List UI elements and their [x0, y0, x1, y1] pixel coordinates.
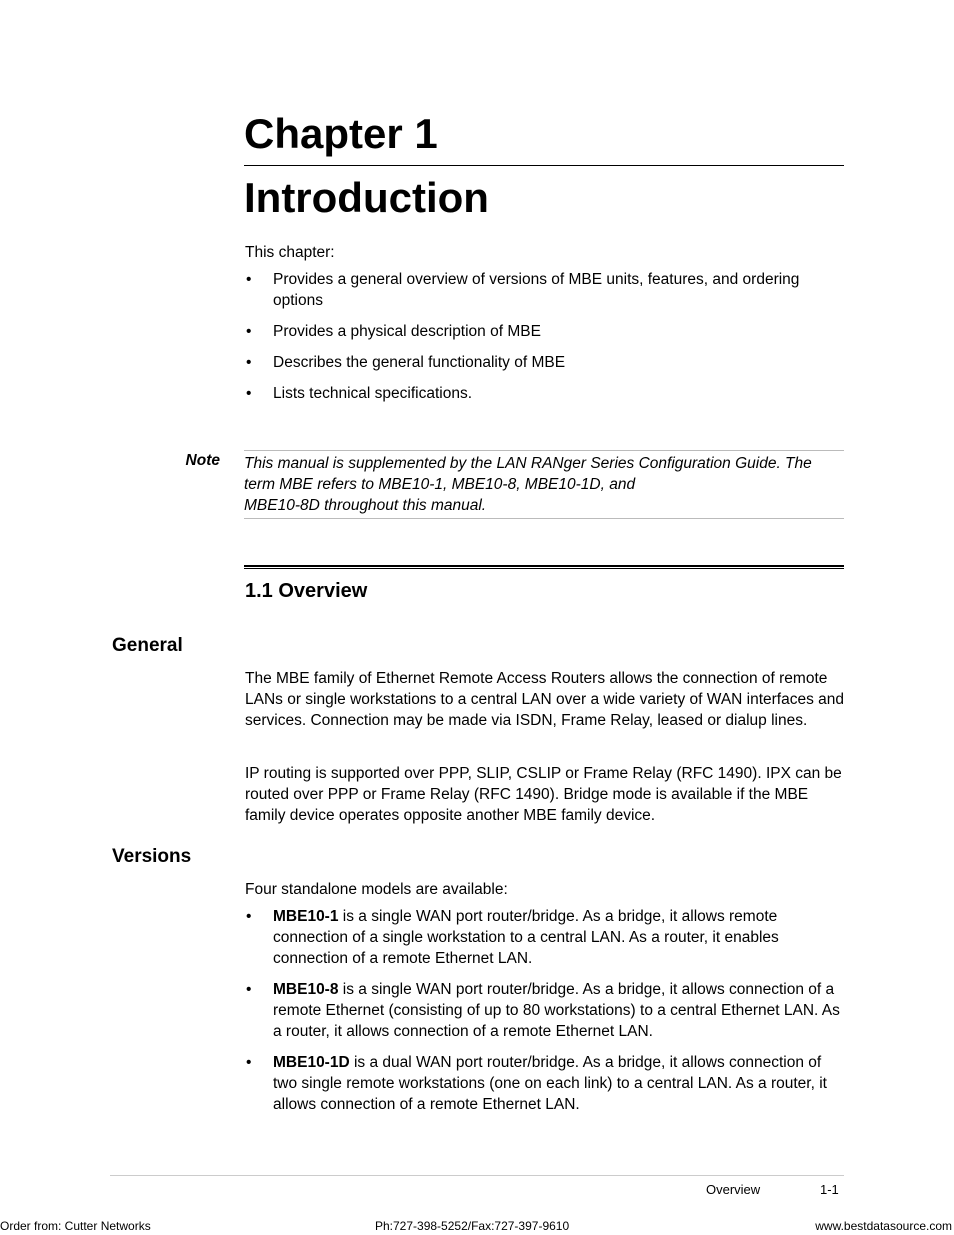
list-item: [244, 979, 844, 1042]
bullet-icon: •: [246, 271, 252, 288]
chapter-number: Chapter 1: [244, 110, 438, 157]
intro-bullet-list: [244, 269, 844, 414]
order-from-text: Order from: Cutter Networks: [0, 1219, 151, 1233]
section-title: 1.1 Overview: [245, 580, 368, 602]
footer-section: Overview: [706, 1182, 761, 1197]
versions-lead: Four standalone models are available:: [245, 881, 508, 898]
list-item-text: Provides a physical description of MBE: [273, 323, 541, 340]
versions-heading: Versions: [112, 846, 192, 867]
list-item: [244, 383, 844, 404]
note-text: [244, 453, 844, 516]
model-name: MBE10-8: [273, 981, 339, 998]
bullet-icon: •: [246, 908, 252, 925]
list-item-text: Lists technical specifications.: [273, 385, 473, 402]
note-top-rule: [244, 450, 844, 451]
page-number: 1-1: [820, 1182, 839, 1197]
model-description: is a dual WAN port router/bridge. As a bridge, it allows connection of two single remote workstations (one on each link) to a central LAN. As a router, it allows connection of a remote Ethernet LAN.: [273, 1054, 827, 1113]
note-line: term MBE refers to MBE10-1, MBE10-8, MBE10-1D, and: [244, 476, 636, 493]
chapter-divider: [244, 165, 844, 166]
list-item: [244, 321, 844, 342]
footer-rule: [110, 1175, 844, 1176]
website-link[interactable]: www.bestdatasource.com: [815, 1219, 952, 1233]
list-item: [244, 1052, 844, 1115]
list-item-text: Provides a general overview of versions of MBE units, features, and ordering options: [273, 271, 800, 309]
bullet-icon: •: [246, 323, 252, 340]
versions-bullet-list: [244, 906, 844, 1125]
bullet-icon: •: [246, 354, 252, 371]
model-description: is a single WAN port router/bridge. As a bridge, it allows remote connection of a single workstation to a central LAN. As a router, it enables connection of a remote Ethernet LAN.: [273, 908, 779, 967]
section-divider: [244, 565, 844, 569]
list-item: [244, 906, 844, 969]
general-paragraph-2: IP routing is supported over PPP, SLIP, CSLIP or Frame Relay (RFC 1490). IPX can be routed over PPP or Frame Relay (RFC 1490). Bridge mode is available if the MBE family device operates opposite another MBE family device.: [245, 765, 842, 824]
model-description: is a single WAN port router/bridge. As a bridge, it allows connection of a remote Ethernet (consisting of up to 80 workstations) to a central Ethernet LAN. As a router, it allows connection of a remote Ethernet LAN.: [273, 981, 840, 1040]
bullet-icon: •: [246, 385, 252, 402]
list-item: [244, 269, 844, 311]
note-line: This manual is supplemented by the LAN RANger Series Configuration Guide. The: [244, 455, 812, 472]
bullet-icon: •: [246, 981, 252, 998]
phone-fax-text: Ph:727-398-5252/Fax:727-397-9610: [375, 1219, 570, 1233]
list-item: [244, 352, 844, 373]
note-line: MBE10-8D throughout this manual.: [244, 497, 487, 514]
bullet-icon: •: [246, 1054, 252, 1071]
note-bottom-rule: [244, 518, 844, 519]
intro-lead: This chapter:: [245, 244, 335, 261]
model-name: MBE10-1: [273, 908, 339, 925]
chapter-title: Introduction: [244, 174, 489, 221]
model-name: MBE10-1D: [273, 1054, 350, 1071]
general-paragraph-1: The MBE family of Ethernet Remote Access Routers allows the connection of remote LANs or single workstations to a central LAN over a wide variety of WAN interfaces and services. Connection may be made via ISDN, Frame Relay, leased or dialup lines.: [245, 670, 845, 729]
general-heading: General: [112, 635, 183, 656]
list-item-text: Describes the general functionality of MBE: [273, 354, 566, 371]
note-label: Note: [185, 452, 220, 469]
